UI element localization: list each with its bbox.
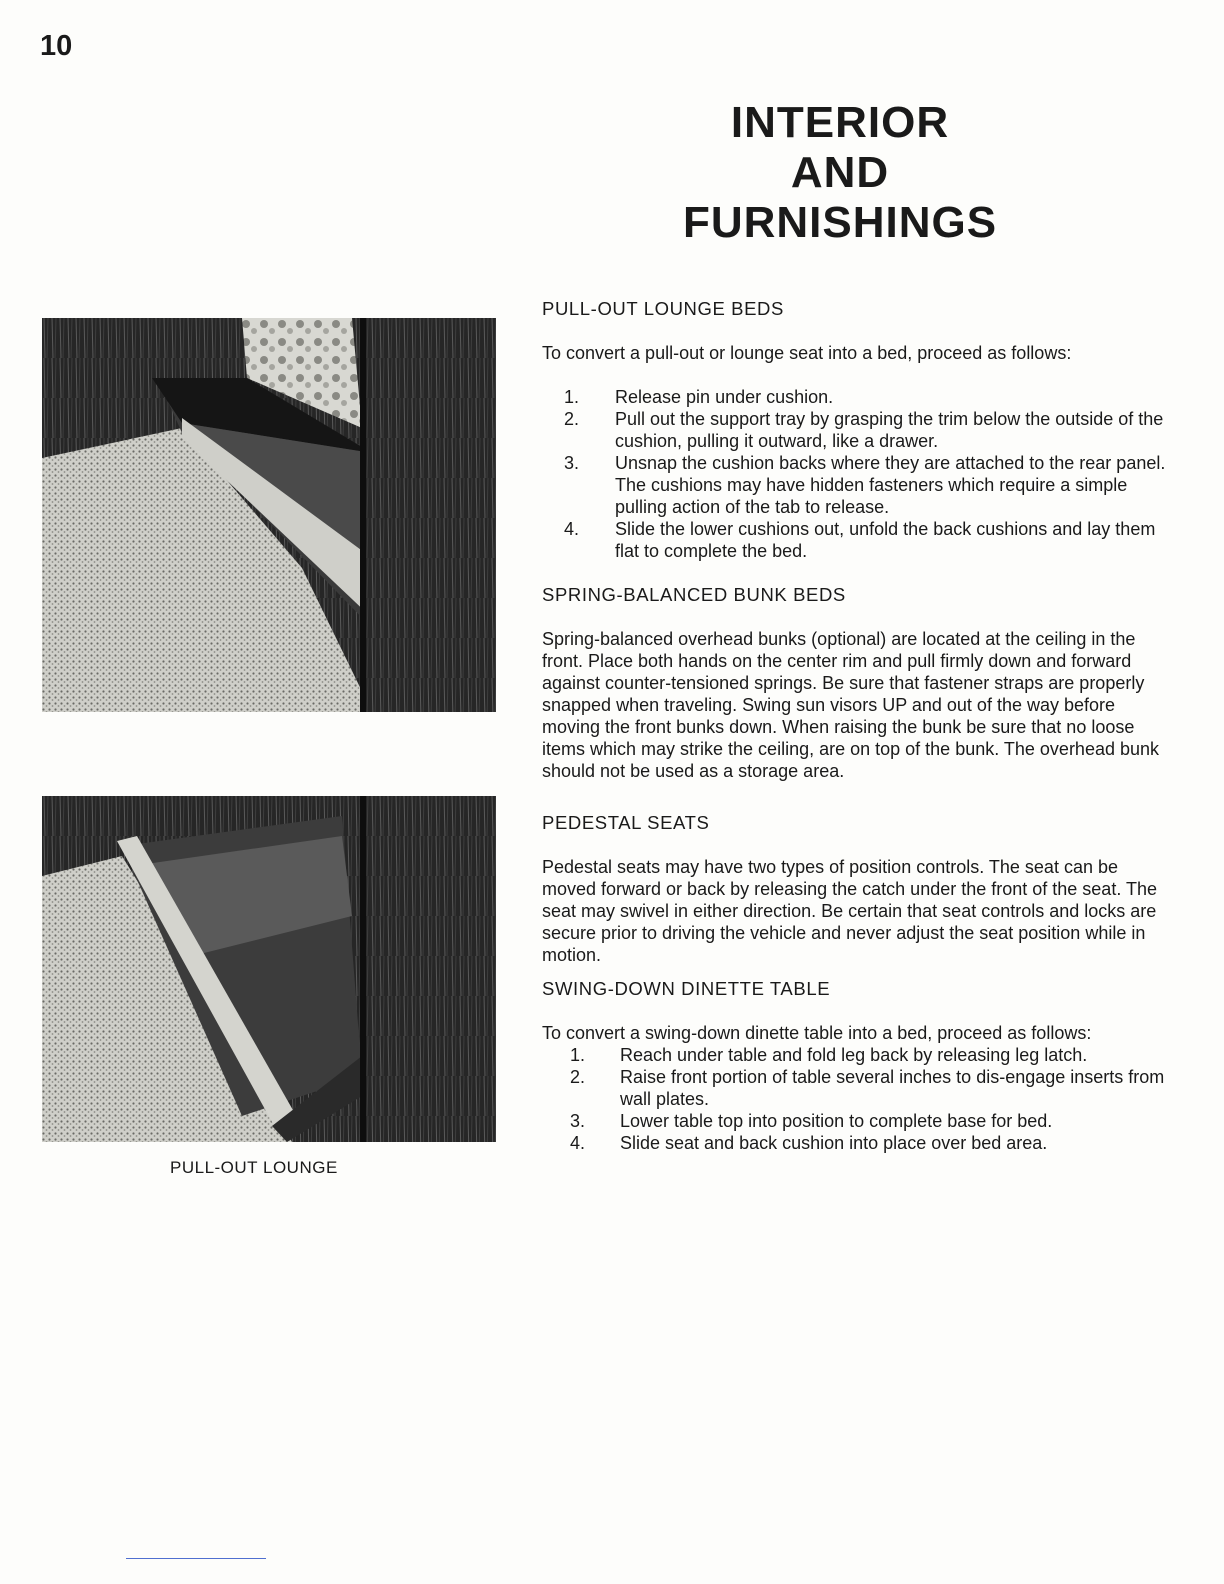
photo-caption: PULL-OUT LOUNGE: [170, 1158, 338, 1177]
pedestal-body: Pedestal seats may have two types of position controls. The seat can be moved forward or back by releasing the catch under the front of the seat. The seat may swivel in either direction. Be certain that seat controls and locks are secure prior to driving the vehicle and never adjust the seat position while in motion.: [542, 857, 1158, 965]
list-item: 2. Raise front portion of table several inches to dis-engage inserts from wall plates.: [570, 1067, 1165, 1109]
lounge-photo-upright-graphic: [42, 318, 496, 712]
footer-divider-line: [126, 1558, 266, 1559]
heading-pullout-lounge-beds: PULL-OUT LOUNGE BEDS: [542, 298, 784, 319]
lounge-photo-pulled-out: [42, 796, 496, 1142]
heading-spring-balanced-bunk-beds: SPRING-BALANCED BUNK BEDS: [542, 584, 846, 605]
title-line-1: INTERIOR: [730, 98, 950, 147]
pullout-intro: To convert a pull-out or lounge seat into a bed, proceed as follows:: [542, 343, 1072, 363]
dinette-steps: [542, 1044, 1167, 1154]
list-item: 3. Unsnap the cushion backs where they are attached to the rear panel. The cushions may have hidden fasteners which require a simple pulling action of the tab to release.: [564, 453, 1166, 517]
dinette-intro: To convert a swing-down dinette table into a bed, proceed as follows:: [542, 1023, 1092, 1043]
bunk-body: Spring-balanced overhead bunks (optional) are located at the ceiling in the front. Place both hands on the center rim and pull firmly down and forward against counter-tensioned springs. Be sure that fastener straps are properly snapped when traveling. Swing sun visors UP and out of the way before moving the front bunks down. When raising the bunk be sure that no loose items which may strike the ceiling, are on top of the bunk. The overhead bunk should not be used as a storage area.: [542, 629, 1160, 781]
title-line-3: FURNISHINGS: [682, 198, 998, 247]
lounge-photo-upright: [42, 318, 496, 712]
list-item: 3. Lower table top into position to complete base for bed.: [570, 1111, 1053, 1131]
pullout-steps: [542, 386, 1167, 562]
list-item: 4. Slide seat and back cushion into place over bed area.: [570, 1133, 1048, 1153]
page-number: 10: [40, 30, 73, 62]
lounge-photo-pulled-out-graphic: [42, 796, 496, 1142]
heading-swing-down-dinette-table: SWING-DOWN DINETTE TABLE: [542, 978, 831, 999]
page-title: [640, 98, 1040, 248]
heading-pedestal-seats: PEDESTAL SEATS: [542, 812, 710, 833]
list-item: 1. Release pin under cushion.: [564, 387, 834, 407]
list-item: 1. Reach under table and fold leg back by releasing leg latch.: [570, 1045, 1088, 1065]
title-line-2: AND: [790, 148, 890, 197]
main-content: [542, 298, 1167, 1154]
list-item: 4. Slide the lower cushions out, unfold the back cushions and lay them flat to complete the bed.: [564, 519, 1156, 561]
list-item: 2. Pull out the support tray by grasping the trim below the outside of the cushion, pulling it outward, like a drawer.: [564, 409, 1164, 451]
